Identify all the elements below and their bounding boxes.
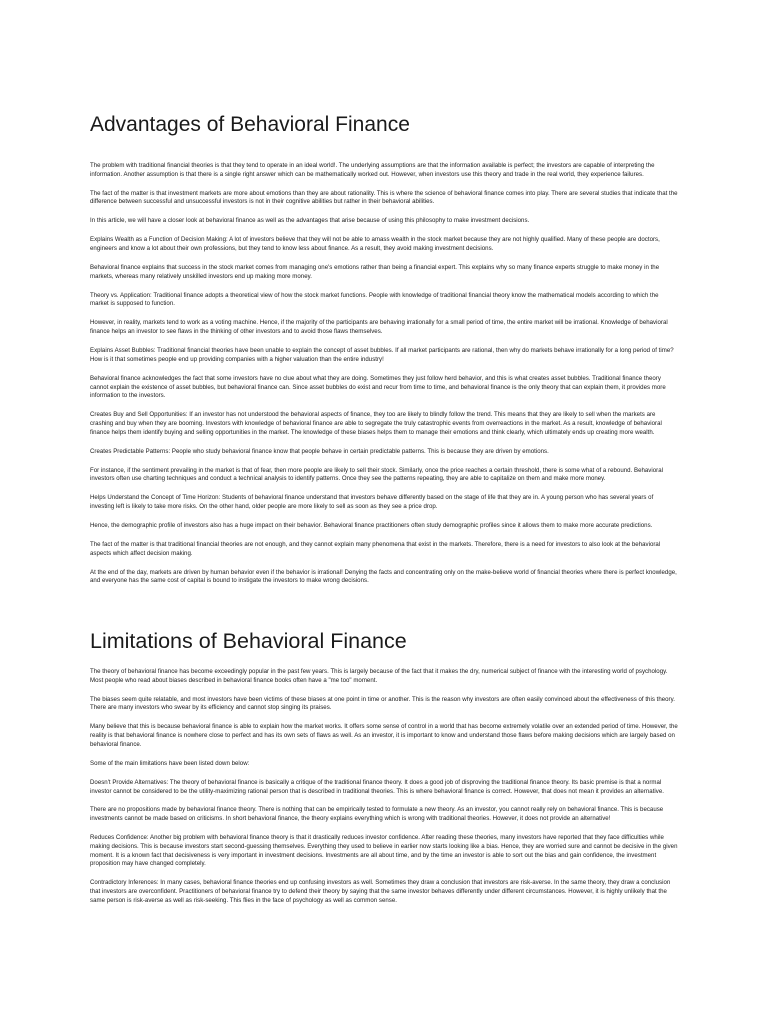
paragraph: For instance, if the sentiment prevailing in the market is that of fear, then more people are likely to sell their stock. Similarly, once the price reaches a certain threshold, there is some what of a rebound. Behavioral investors often use charting techniques and conduct a technical analysis to identify patterns. Once they see the patterns repeating, they are able to capitalize on them and make more money. [90,466,663,483]
paragraph: The fact of the matter is that investment markets are more about emotions than they are about rationality. This is where the science of behavioral finance comes into play. There are several studies that indicate that the difference between successful and unsuccessful investors is not in their cognitive abilities but rather in their behavioral abilities. [90,189,678,206]
paragraph: Helps Understand the Concept of Time Horizon: Students of behavioral finance understand that investors behave differently based on the stage of life that they are in. A young person who has several years of investing left is likely to take more risks. On the other hand, older people are more likely to sell as soon as they see a price drop. [90,494,654,510]
paragraph: In this article, we will have a closer look at behavioral finance as well as the advantages that arise because of using this philosophy to make investment decisions. [90,217,530,225]
paragraph: Theory vs. Application: Traditional finance adopts a theoretical view of how the stock market functions. People with knowledge of traditional financial theory know the mathematical models according to which the market is supposed to function. [90,291,659,308]
paragraph: Explains Wealth as a Function of Decision Making: A lot of investors believe that they will not be able to amass wealth in the stock market because they are not highly qualified. Many of these people are doctors, engineers and know a lot about their own professions, but they tend to know less about finance. As a result, they avoid making investment decisions. [90,236,660,253]
paragraph: The problem with traditional financial theories is that they tend to operate in an ideal world!. The underlying assumptions are that the information available is perfect; the investors are capable of interpreting the information. Another assumption is that there is a single right answer which can be mathematically worked out. However, when investors use this theory and trade in the real world, they experience failures. [90,162,655,178]
paragraph: However, in reality, markets tend to work as a voting machine. Hence, if the majority of the participants are behaving irrationally for a small period of time, the entire market will be irrational. Knowledge of behavioral finance helps an investor to see flaws in the thinking of other investors and to avoid those flaws themselves. [90,319,668,336]
paragraph: The biases seem quite relatable, and most investors have been victims of these biases at one point in time or another. This is the reason why investors are often easily convinced about the effectiveness of this theory. There are many investors who swear by its efficiency and cannot stop singing its praises. [90,695,675,712]
section-advantages-body [90,162,678,596]
heading-advantages: Advantages of Behavioral Finance [90,113,410,136]
paragraph: Contradictory Inferences: In many cases, behavioral finance theories end up confusing investors as well. Sometimes they draw a conclusion that investors are risk-averse. In the same theory, they draw a conclusion that investors are overconfident. Practitioners of behavioral finance try to defend their theory by saying that the same investor behaves differently under different circumstances. However, it is highly unlikely that the same person is risk-averse as well as risk-seeking. This flies in the face of psychology as well as common sense. [90,879,671,904]
paragraph: Explains Asset Bubbles: Traditional financial theories have been unable to explain the concept of asset bubbles. If all market participants are rational, then why do markets behave irrationally for a long period of time? How is it that sometimes people end up providing companies with a higher valuation than the entire industry! [90,347,674,363]
paragraph: Creates Buy and Sell Opportunities: If an investor has not understood the behavioral aspects of finance, they too are likely to blindly follow the trend. This means that they are likely to sell when the markets are crashing and buy when they are booming. Investors with knowledge of behavioral finance are able to segregate the truly catastrophic events from overreactions in the market. As a result, knowledge of behavioral finance helps them identify buying and selling opportunities in the market. The knowledge of these biases helps them to manage their emotions and think clearly, which ultimately ends up creating more wealth. [90,411,662,436]
paragraph: Many believe that this is because behavioral finance is able to explain how the market works. It offers some sense of control in a world that has become extremely volatile over an extended period of time. However, the reality is that behavioral finance is nowhere close to perfect and has its own sets of flaws as well. As an investor, it is important to know and understand those flaws before making decisions which are largely based on behavioral finance. [90,723,678,748]
paragraph: Behavioral finance acknowledges the fact that some investors have no clue about what they are doing. Sometimes they just follow herd behavior, and this is what creates asset bubbles. Traditional finance theory cannot explain the existence of asset bubbles, but behavioral finance can. Since asset bubbles do exist and recur from time to time, and behavioral finance is the only theory that can explain them, it provides more information to the investors. [90,374,666,400]
paragraph: The theory of behavioral finance has become exceedingly popular in the past few years. This is largely because of the fact that it makes the dry, numerical subject of finance with the interesting world of psychology. Most people who read about biases described in behavioral finance books often have a "me too" moment. [90,668,668,684]
paragraph: Doesn't Provide Alternatives: The theory of behavioral finance is basically a critique of the traditional finance theory. It does a good job of disproving the traditional finance theory. Its basic premise is that a normal investor cannot be considered to be the utility-maximizing rational person that is described in traditional theories. This is where behavioral finance is correct. However, that does not mean it provides an alternative. [90,778,664,795]
paragraph: Behavioral finance explains that success in the stock market comes from managing one's emotions rather than being a financial expert. This explains why so many finance experts struggle to make money in the markets, whereas many relatively unskilled investors end up making more money. [90,264,660,280]
section-limitations-body [90,668,678,916]
paragraph: Some of the main limitations have been listed down below: [90,759,250,767]
paragraph: Creates Predictable Patterns: People who study behavioral finance know that people behave in certain predictable patterns. This is because they are driven by emotions. [90,447,549,455]
paragraph: At the end of the day, markets are driven by human behavior even if the behavior is irrational! Denying the facts and concentrating only on the make-believe world of financial theories where there is perfect knowledge, and everyone has the same cost of capital is bound to instigate the investors to make wrong decisions. [90,568,677,585]
paragraph: The fact of the matter is that traditional financial theories are not enough, and they cannot explain many phenomena that exist in the markets. Therefore, there is a need for investors to also look at the behavioral aspects which affect decision making. [90,540,661,557]
paragraph: Hence, the demographic profile of investors also has a huge impact on their behavior. Behavioral finance practitioners often study demographic profiles since it allows them to make more accurate predictions. [90,521,653,529]
paragraph: There are no propositions made by behavioral finance theory. There is nothing that can be empirically tested to formulate a new theory. As an investor, you cannot really rely on behavioral finance. This is because investments cannot be made based on criticisms. In short behavioral finance, the theory explains everything which is wrong with traditional theories. However, it does not provide an alternative! [90,806,664,823]
paragraph: Reduces Confidence: Another big problem with behavioral finance theory is that it drastically reduces investor confidence. After reading these theories, many investors have reported that they face difficulties while making decisions. This is because investors start second-guessing themselves. Everything they used to believe in earlier now starts looking like a bias. Hence, they are worried sure and cannot be decisive in the given moment. It is a known fact that decisiveness is very important in investment decisions. Investments are all about time, and by the time an investor is able to sort out the bias and gain confidence, the investment proposition may have changed completely. [90,834,678,868]
heading-limitations: Limitations of Behavioral Finance [90,629,407,653]
